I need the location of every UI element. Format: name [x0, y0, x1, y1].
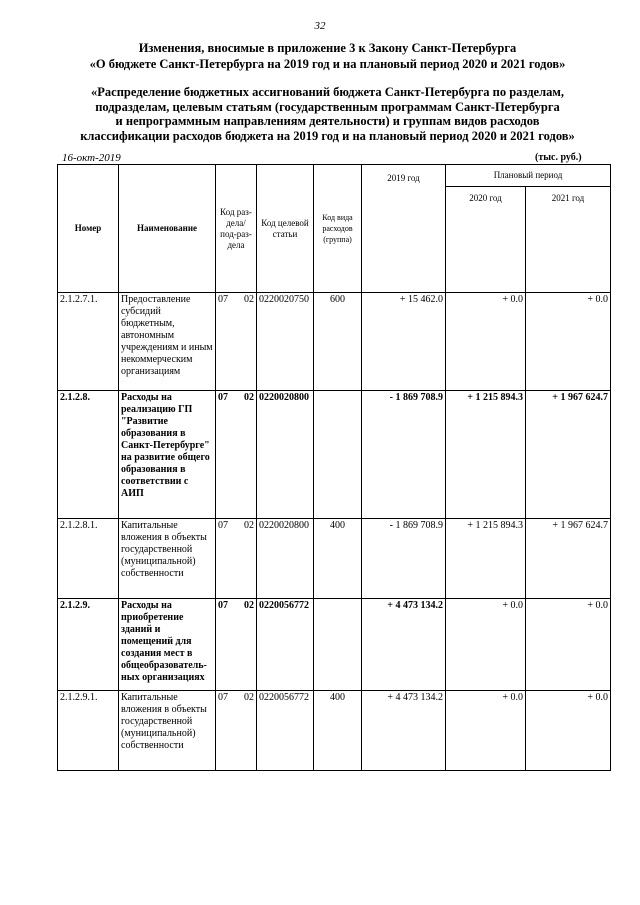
cell-nomer: 2.1.2.8.: [58, 391, 119, 519]
document-subtitle: [40, 85, 615, 143]
cell-2021: + 0.0: [526, 599, 611, 691]
cell-razdel-2: 02: [244, 294, 254, 305]
cell-cs: 0220020800: [257, 519, 314, 599]
page-number: 32: [314, 20, 326, 32]
subtitle-line-3: и непрограммным направлениям деятельности) и группам видов расходов: [115, 114, 540, 128]
cell-2019: + 4 473 134.2: [362, 599, 446, 691]
header-2020: 2020 год: [446, 187, 526, 293]
cell-2021: + 1 967 624.7: [526, 519, 611, 599]
subtitle-line-4: классификации расходов бюджета на 2019 год и на плановый период 2020 и 2021 годов»: [80, 128, 575, 143]
table-row: [58, 599, 611, 691]
cell-2019: + 4 473 134.2: [362, 691, 446, 771]
cell-naim: Капитальные вложения в объекты государственной (муниципальной) собственности: [119, 691, 216, 771]
document-date: 16-окт-2019: [62, 152, 121, 164]
cell-razdel-2: 02: [244, 600, 254, 611]
cell-naim: Капитальные вложения в объекты государственной (муниципальной) собственности: [119, 519, 216, 599]
cell-razdel: [216, 391, 257, 519]
table-row: [58, 691, 611, 771]
cell-cs: 0220056772: [257, 691, 314, 771]
cell-razdel: [216, 519, 257, 599]
cell-razdel-1: 07: [218, 294, 228, 305]
cell-naim: Предоставление субсидий бюджетным, автономным учреждениям и иным некоммерческим организациям: [119, 293, 216, 391]
budget-table: [57, 164, 611, 771]
title-line-1: Изменения, вносимые в приложение 3 к Закону Санкт-Петербурга: [138, 41, 517, 55]
cell-razdel-1: 07: [218, 520, 228, 531]
units-label: (тыс. руб.): [535, 152, 582, 163]
cell-vid: 400: [314, 691, 362, 771]
header-2019: 2019 год: [362, 165, 446, 293]
cell-cs: 0220056772: [257, 599, 314, 691]
cell-razdel: [216, 293, 257, 391]
cell-razdel-2: 02: [244, 692, 254, 703]
cell-2020: + 0.0: [446, 691, 526, 771]
cell-2020: + 0.0: [446, 293, 526, 391]
cell-naim: Расходы на реализацию ГП "Развитие образования в Санкт-Петербурге" на развитие общего образования в соответствии с АИП: [119, 391, 216, 519]
cell-razdel-1: 07: [218, 600, 228, 611]
header-naim: Наименование: [119, 165, 216, 293]
cell-2020: + 1 215 894.3: [446, 391, 526, 519]
cell-nomer: 2.1.2.9.: [58, 599, 119, 691]
table-row: [58, 293, 611, 391]
cell-razdel: [216, 599, 257, 691]
cell-nomer: 2.1.2.7.1.: [58, 293, 119, 391]
cell-nomer: 2.1.2.9.1.: [58, 691, 119, 771]
header-2021: 2021 год: [526, 187, 611, 293]
cell-2019: - 1 869 708.9: [362, 391, 446, 519]
header-cs: Код целевой статьи: [257, 165, 314, 293]
table-row: [58, 519, 611, 599]
header-razdel: Код раз-дела/ под-раз-дела: [216, 165, 257, 293]
document-title: [40, 40, 615, 72]
subtitle-line-2: подразделам, целевым статьям (государственным программам Санкт-Петербурга: [95, 99, 560, 114]
cell-2021: + 0.0: [526, 691, 611, 771]
cell-2021: + 0.0: [526, 293, 611, 391]
cell-vid: 400: [314, 519, 362, 599]
cell-nomer: 2.1.2.8.1.: [58, 519, 119, 599]
cell-2019: + 15 462.0: [362, 293, 446, 391]
header-nomer: Номер: [58, 165, 119, 293]
cell-razdel-2: 02: [244, 392, 254, 403]
cell-vid: [314, 391, 362, 519]
header-vid: Код вида расходов (группа): [314, 165, 362, 293]
subtitle-line-1: «Распределение бюджетных ассигнований бюджета Санкт-Петербурга по разделам,: [91, 85, 564, 99]
cell-vid: 600: [314, 293, 362, 391]
cell-vid: [314, 599, 362, 691]
cell-naim: Расходы на приобретение зданий и помещений для создания мест в общеобразовательных организациях: [119, 599, 216, 691]
cell-razdel: [216, 691, 257, 771]
cell-2019: - 1 869 708.9: [362, 519, 446, 599]
cell-cs: 0220020800: [257, 391, 314, 519]
header-plan: Плановый период: [446, 165, 611, 187]
cell-razdel-1: 07: [218, 392, 228, 403]
cell-cs: 0220020750: [257, 293, 314, 391]
cell-2020: + 1 215 894.3: [446, 519, 526, 599]
cell-razdel-1: 07: [218, 692, 228, 703]
cell-2021: + 1 967 624.7: [526, 391, 611, 519]
cell-razdel-2: 02: [244, 520, 254, 531]
title-line-2: «О бюджете Санкт-Петербурга на 2019 год и на плановый период 2020 и 2021 годов»: [89, 57, 566, 71]
cell-2020: + 0.0: [446, 599, 526, 691]
table-row: [58, 391, 611, 519]
